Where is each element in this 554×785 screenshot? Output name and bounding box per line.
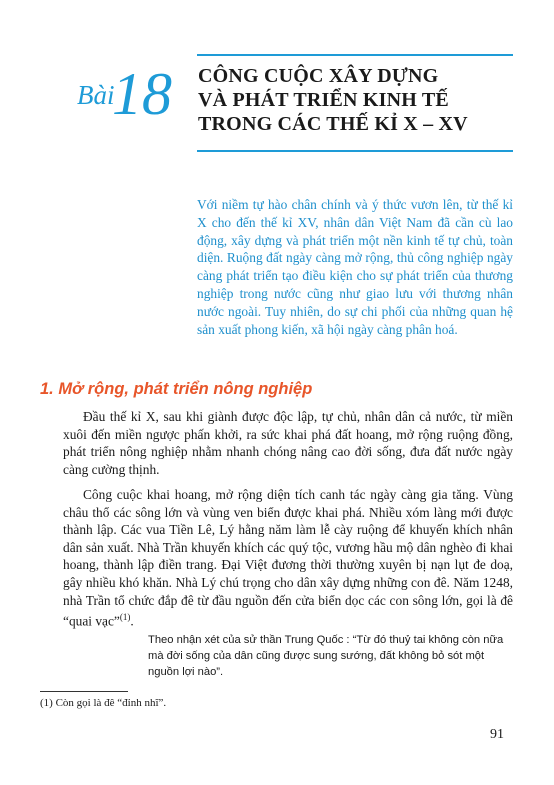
body-paragraph-1: Đầu thế kỉ X, sau khi giành được độc lập, tự chủ, nhân dân cả nước, từ miền xuôi đến miền ngược phấn khởi, ra sức khai phá đất hoang, mở rộng ruộng đồng, phát triển nông nghiệp nhằm nhanh chóng nâng cao đời sống, đưa đất nước ngày càng cường thịnh. bbox=[63, 409, 513, 477]
body-paragraph-2-text: Công cuộc khai hoang, mở rộng diện tích canh tác ngày càng gia tăng. Vùng châu thổ các sông lớn và vùng ven biển được khai phá. Nhiều xóm làng mới được thành lập. Các vua Tiền Lê, Lý hằng năm làm lễ cày ruộng để khuyến khích nhân dân sản xuất. Nhà Trần khuyến khích các quý tộc, vương hầu mộ dân nghèo đi khai hoang, thành lập điền trang. Đại Việt đương thời thường xuyên bị nạn lụt đe doạ, gây nhiều khó khăn. Nhà Lý chú trọng cho dân xây dựng những con đê. Năm 1248, nhà Trần tổ chức đắp đê từ đầu nguồn đến cửa biển dọc các con sông lớn, gọi là đê “quai vạc” bbox=[63, 487, 513, 629]
footnote: (1) Còn gọi là đê “đỉnh nhĩ”. bbox=[40, 697, 167, 709]
lesson-title-line-2: VÀ PHÁT TRIỂN KINH TẾ bbox=[198, 89, 449, 111]
intro-paragraph: Với niềm tự hào chân chính và ý thức vươn lên, từ thế kỉ X cho đến thế kỉ XV, nhân dân Việt Nam đã cần cù lao động, xây dựng và phát triển một nền kinh tế tự chủ, toàn diện. Ruộng đất ngày càng mở rộng, thủ công nghiệp ngày càng phát triển tạo điều kiện cho sự phát triển của thương nghiệp trong nước cũng như giao lưu với thương nhân nước ngoài. Tuy nhiên, do sự chi phối của những quan hệ sản xuất phong kiến, xã hội ngày càng phân hoá. bbox=[197, 197, 513, 337]
lesson-title-line-1: CÔNG CUỘC XÂY DỰNG bbox=[198, 65, 439, 87]
section-heading: 1. Mở rộng, phát triển nông nghiệp bbox=[40, 380, 313, 398]
header-bottom-rule bbox=[197, 150, 513, 152]
lesson-number: 18 bbox=[112, 61, 172, 127]
header-top-rule bbox=[197, 54, 513, 56]
body-paragraph-2 bbox=[63, 486, 513, 630]
footnote-marker: (1) bbox=[119, 612, 131, 623]
lesson-label: Bài bbox=[77, 80, 115, 110]
page-number: 91 bbox=[490, 727, 504, 742]
quote-block: Theo nhận xét của sử thần Trung Quốc : “Từ đó thuỷ tai không còn nữa mà đời sống của dân cũng được sung sướng, đất không bỏ sót một nguồn lợi nào”. bbox=[148, 634, 504, 678]
lesson-title bbox=[198, 64, 518, 136]
paragraph-end: . bbox=[130, 613, 134, 629]
lesson-title-line-3: TRONG CÁC THẾ KỈ X – XV bbox=[198, 113, 468, 135]
footnote-rule bbox=[40, 691, 128, 692]
